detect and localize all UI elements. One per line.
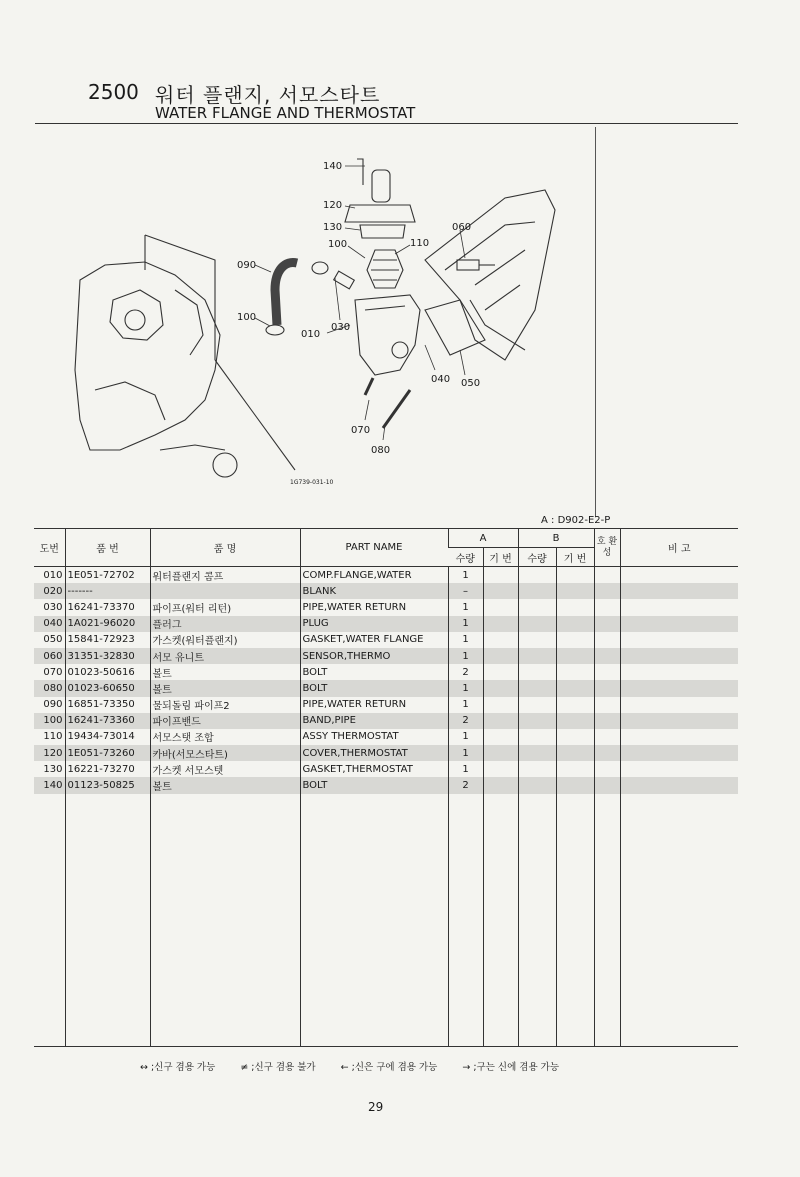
row-part-name-cell: BOLT bbox=[300, 680, 448, 696]
row-ref-cell: 060 bbox=[34, 648, 65, 664]
row-b-qty-cell bbox=[518, 664, 556, 680]
callout-label: 130 bbox=[323, 222, 343, 233]
col-name-ko: 품 명 bbox=[150, 529, 300, 567]
row-ref-cell: 130 bbox=[43, 763, 63, 775]
row-part-name-cell: GASKET,WATER FLANGE bbox=[300, 632, 448, 648]
callout-label: 090 bbox=[237, 260, 257, 271]
row-ref-cell: 100 bbox=[34, 713, 65, 729]
col-ref: 도번 bbox=[34, 529, 65, 567]
row-part-name-cell: SENSOR,THERMO bbox=[300, 648, 448, 664]
row-part-name-cell: PLUG bbox=[300, 616, 448, 632]
row-part-no-cell: 16221-73270 bbox=[65, 761, 150, 777]
row-b-qty-cell bbox=[518, 616, 556, 632]
table-row bbox=[34, 648, 738, 664]
row-remarks-cell bbox=[620, 616, 738, 632]
row-part-no-cell: 01023-60650 bbox=[65, 680, 150, 696]
row-name-ko-cell: 플러그 bbox=[150, 616, 300, 632]
row-b-qty-cell bbox=[518, 567, 556, 584]
row-name-ko-cell: 워터플랜지 콤프 bbox=[150, 567, 300, 584]
water-flange-drawing bbox=[355, 295, 420, 375]
row-ref-cell: 020 bbox=[34, 583, 65, 599]
row-a-serial-cell bbox=[483, 680, 518, 696]
row-a-qty-cell: 2 bbox=[448, 777, 483, 793]
row-a-serial-cell bbox=[483, 648, 518, 664]
callout-label: 120 bbox=[323, 200, 343, 211]
row-remarks-cell bbox=[620, 664, 738, 680]
row-interchange-cell bbox=[594, 729, 620, 745]
callout-label: 060 bbox=[452, 222, 472, 233]
table-row bbox=[34, 632, 738, 648]
row-ref-cell: 140 bbox=[34, 777, 65, 793]
row-a-qty-cell: 1 bbox=[448, 680, 483, 696]
model-code: A : D902-E2-P bbox=[541, 515, 611, 526]
callout-label: 030 bbox=[331, 322, 351, 333]
row-b-serial-cell bbox=[556, 616, 594, 632]
parts-table-body bbox=[34, 567, 738, 1047]
row-a-qty-cell: 1 bbox=[448, 761, 483, 777]
row-a-serial-cell bbox=[483, 599, 518, 615]
table-row bbox=[34, 745, 738, 761]
row-remarks-cell bbox=[620, 697, 738, 713]
row-interchange-cell bbox=[594, 777, 620, 793]
table-row bbox=[34, 583, 738, 599]
row-interchange-cell bbox=[594, 745, 620, 761]
empty-cell bbox=[300, 794, 448, 1047]
legend-item: ≠ ;신구 겸용 불가 bbox=[240, 1062, 316, 1073]
empty-cell bbox=[594, 794, 620, 1047]
row-part-no-cell: 1A021-96020 bbox=[65, 616, 150, 632]
empty-cell bbox=[556, 794, 594, 1047]
row-name-ko-cell: 파이프밴드 bbox=[150, 713, 300, 729]
empty-cell bbox=[483, 794, 518, 1047]
row-a-serial-cell bbox=[483, 567, 518, 584]
row-part-name-cell: BAND,PIPE bbox=[300, 713, 448, 729]
table-row bbox=[34, 616, 738, 632]
row-name-ko-cell bbox=[150, 583, 300, 599]
row-name-ko-cell: 서모스탯 조합 bbox=[150, 729, 300, 745]
empty-cell bbox=[34, 794, 65, 1047]
col-a-qty: 수량 bbox=[448, 548, 483, 567]
legend-item: ← ;신은 구에 겸용 가능 bbox=[340, 1062, 438, 1073]
callout-label: 070 bbox=[351, 425, 371, 436]
interchange-legend bbox=[140, 1059, 581, 1073]
row-name-ko-cell: 볼트 bbox=[150, 680, 300, 696]
empty-cell bbox=[65, 794, 150, 1047]
row-remarks-cell bbox=[620, 567, 738, 584]
row-part-name-cell: GASKET,THERMOSTAT bbox=[300, 761, 448, 777]
row-a-qty-cell: 1 bbox=[448, 745, 483, 761]
row-b-qty-cell bbox=[518, 697, 556, 713]
table-row bbox=[34, 680, 738, 696]
col-b-qty: 수량 bbox=[518, 548, 556, 567]
exploded-parts-diagram bbox=[65, 150, 565, 480]
row-interchange-cell bbox=[594, 599, 620, 615]
row-b-serial-cell bbox=[556, 583, 594, 599]
row-part-no-cell: 16241-73360 bbox=[65, 713, 150, 729]
row-b-qty-cell bbox=[518, 713, 556, 729]
row-interchange-cell bbox=[594, 713, 620, 729]
col-remarks: 비 고 bbox=[620, 529, 738, 567]
row-b-serial-cell bbox=[556, 729, 594, 745]
row-a-serial-cell bbox=[483, 583, 518, 599]
row-b-qty-cell bbox=[518, 745, 556, 761]
row-remarks-cell bbox=[620, 761, 738, 777]
col-a-serial: 기 번 bbox=[483, 548, 518, 567]
col-group-a: A bbox=[448, 529, 518, 548]
col-part-no: 품 번 bbox=[65, 529, 150, 567]
table-row bbox=[34, 664, 738, 680]
row-name-ko-cell: 가스켓 서모스텟 bbox=[150, 761, 300, 777]
row-b-qty-cell bbox=[518, 777, 556, 793]
row-b-serial-cell bbox=[556, 632, 594, 648]
row-name-ko-cell: 서모 유니트 bbox=[150, 648, 300, 664]
row-b-qty-cell bbox=[518, 648, 556, 664]
sensor-drawing bbox=[457, 260, 495, 270]
row-part-name-cell: COVER,THERMOSTAT bbox=[300, 745, 448, 761]
table-row bbox=[34, 599, 738, 615]
row-a-serial-cell bbox=[483, 713, 518, 729]
row-interchange-cell bbox=[594, 664, 620, 680]
row-name-ko-cell: 카바(서모스타트) bbox=[150, 745, 300, 761]
row-part-no-cell: 1E051-72702 bbox=[65, 567, 150, 584]
callout-label: 100 bbox=[328, 239, 348, 250]
table-row bbox=[34, 761, 738, 777]
col-group-b: B bbox=[518, 529, 594, 548]
row-a-serial-cell bbox=[483, 761, 518, 777]
row-ref-cell: 050 bbox=[43, 634, 63, 646]
row-ref-cell: 040 bbox=[34, 616, 65, 632]
row-interchange-cell bbox=[594, 583, 620, 599]
row-part-no-cell: 16851-73350 bbox=[65, 697, 150, 713]
row-part-no-cell: 01023-50616 bbox=[65, 664, 150, 680]
page-number: 29 bbox=[368, 1100, 384, 1114]
row-b-serial-cell bbox=[556, 680, 594, 696]
row-b-serial-cell bbox=[556, 599, 594, 615]
figure-code: 1G739-031-10 bbox=[290, 479, 334, 486]
callout-label: 010 bbox=[301, 329, 321, 340]
row-part-no-cell: 16241-73370 bbox=[65, 599, 150, 615]
row-remarks-cell bbox=[620, 729, 738, 745]
thermostat-drawing bbox=[367, 250, 403, 288]
row-ref-cell: 080 bbox=[34, 680, 65, 696]
row-b-qty-cell bbox=[518, 680, 556, 696]
section-title-english: WATER FLANGE AND THERMOSTAT bbox=[155, 104, 416, 122]
row-b-serial-cell bbox=[556, 745, 594, 761]
callout-label: 140 bbox=[323, 161, 343, 172]
row-part-no-cell: 31351-32830 bbox=[65, 648, 150, 664]
callout-label: 080 bbox=[371, 445, 391, 456]
row-name-ko-cell: 가스켓(워터플랜지) bbox=[150, 632, 300, 648]
row-part-no-cell: 15841-72923 bbox=[65, 632, 150, 648]
engine-block-right-drawing bbox=[425, 190, 555, 360]
legend-item: ↔ ;신구 겸용 가능 bbox=[140, 1062, 216, 1073]
col-interchange: 호 환 성 bbox=[594, 529, 620, 567]
row-ref-cell: 090 bbox=[43, 699, 63, 711]
row-interchange-cell bbox=[594, 680, 620, 696]
row-a-qty-cell: 1 bbox=[448, 567, 483, 584]
table-row bbox=[34, 697, 738, 713]
row-a-serial-cell bbox=[483, 777, 518, 793]
row-part-name-cell: PIPE,WATER RETURN bbox=[300, 697, 448, 713]
section-title-korean: 워터 플랜지, 서모스타트 bbox=[155, 83, 381, 107]
row-name-ko-cell: 볼트 bbox=[150, 664, 300, 680]
row-interchange-cell bbox=[594, 761, 620, 777]
callout-label: 100 bbox=[237, 312, 257, 323]
gasket-drawing bbox=[425, 300, 485, 355]
row-a-qty-cell: 1 bbox=[448, 616, 483, 632]
row-interchange-cell bbox=[594, 632, 620, 648]
row-b-serial-cell bbox=[556, 761, 594, 777]
row-part-name-cell: ASSY THERMOSTAT bbox=[300, 729, 448, 745]
row-a-serial-cell bbox=[483, 729, 518, 745]
row-b-serial-cell bbox=[556, 567, 594, 584]
legend-item: → ;구는 신에 겸용 가능 bbox=[462, 1062, 559, 1073]
section-number: 2500 bbox=[88, 80, 139, 104]
row-b-serial-cell bbox=[556, 648, 594, 664]
row-a-qty-cell: – bbox=[448, 583, 483, 599]
engine-block-left-drawing bbox=[75, 235, 295, 477]
row-b-qty-cell bbox=[518, 632, 556, 648]
header-rule bbox=[35, 123, 738, 124]
empty-cell bbox=[518, 794, 556, 1047]
row-b-serial-cell bbox=[556, 713, 594, 729]
row-b-serial-cell bbox=[556, 664, 594, 680]
row-b-serial-cell bbox=[556, 777, 594, 793]
row-remarks-cell bbox=[620, 680, 738, 696]
row-b-qty-cell bbox=[518, 761, 556, 777]
row-a-serial-cell bbox=[483, 697, 518, 713]
row-remarks-cell bbox=[620, 599, 738, 615]
row-name-ko-cell: 파이프(워터 리턴) bbox=[150, 599, 300, 615]
table-row bbox=[34, 713, 738, 729]
thermostat-cover-drawing bbox=[345, 159, 415, 238]
row-a-serial-cell bbox=[483, 745, 518, 761]
empty-cell bbox=[620, 794, 738, 1047]
row-part-name-cell: BOLT bbox=[300, 777, 448, 793]
row-ref-cell: 030 bbox=[43, 601, 63, 613]
callout-label: 040 bbox=[431, 374, 451, 385]
row-a-qty-cell: 1 bbox=[448, 697, 483, 713]
empty-cell bbox=[150, 794, 300, 1047]
diagram-divider bbox=[595, 127, 596, 517]
row-interchange-cell bbox=[594, 697, 620, 713]
table-filler-row bbox=[34, 794, 738, 1047]
table-row bbox=[34, 567, 738, 584]
row-remarks-cell bbox=[620, 648, 738, 664]
row-remarks-cell bbox=[620, 777, 738, 793]
row-interchange-cell bbox=[594, 616, 620, 632]
row-part-no-cell: ------- bbox=[65, 583, 150, 599]
table-row bbox=[34, 729, 738, 745]
row-ref-cell: 070 bbox=[43, 666, 63, 678]
row-part-name-cell: PIPE,WATER RETURN bbox=[300, 599, 448, 615]
callout-label: 050 bbox=[461, 378, 481, 389]
row-interchange-cell bbox=[594, 567, 620, 584]
callout-label: 110 bbox=[410, 238, 430, 249]
row-a-qty-cell: 1 bbox=[448, 599, 483, 615]
row-part-no-cell: 01123-50825 bbox=[65, 777, 150, 793]
row-part-name-cell: COMP.FLANGE,WATER bbox=[300, 567, 448, 584]
row-name-ko-cell: 볼트 bbox=[150, 777, 300, 793]
row-b-qty-cell bbox=[518, 583, 556, 599]
row-ref-cell: 010 bbox=[43, 569, 63, 581]
row-part-name-cell: BLANK bbox=[300, 583, 448, 599]
table-row bbox=[34, 777, 738, 793]
row-a-serial-cell bbox=[483, 632, 518, 648]
row-part-no-cell: 19434-73014 bbox=[65, 729, 150, 745]
row-a-qty-cell: 1 bbox=[448, 729, 483, 745]
row-part-name-cell: BOLT bbox=[300, 664, 448, 680]
row-interchange-cell bbox=[594, 648, 620, 664]
row-a-qty-cell: 1 bbox=[448, 632, 483, 648]
row-remarks-cell bbox=[620, 713, 738, 729]
row-b-serial-cell bbox=[556, 697, 594, 713]
row-remarks-cell bbox=[620, 632, 738, 648]
col-b-serial: 기 번 bbox=[556, 548, 594, 567]
row-remarks-cell bbox=[620, 745, 738, 761]
bolts-drawing bbox=[365, 378, 410, 428]
row-name-ko-cell: 물되돌림 파이프2 bbox=[150, 697, 300, 713]
col-part-name: PART NAME bbox=[300, 529, 448, 567]
row-b-qty-cell bbox=[518, 599, 556, 615]
row-a-qty-cell: 1 bbox=[448, 648, 483, 664]
row-part-no-cell: 1E051-73260 bbox=[65, 745, 150, 761]
row-ref-cell: 110 bbox=[43, 731, 63, 743]
leader-lines bbox=[255, 166, 465, 440]
row-b-qty-cell bbox=[518, 729, 556, 745]
parts-table bbox=[34, 528, 738, 1047]
empty-cell bbox=[448, 794, 483, 1047]
row-a-qty-cell: 2 bbox=[448, 664, 483, 680]
row-a-qty-cell: 2 bbox=[448, 713, 483, 729]
row-ref-cell: 120 bbox=[34, 745, 65, 761]
row-a-serial-cell bbox=[483, 616, 518, 632]
row-a-serial-cell bbox=[483, 664, 518, 680]
row-remarks-cell bbox=[620, 583, 738, 599]
